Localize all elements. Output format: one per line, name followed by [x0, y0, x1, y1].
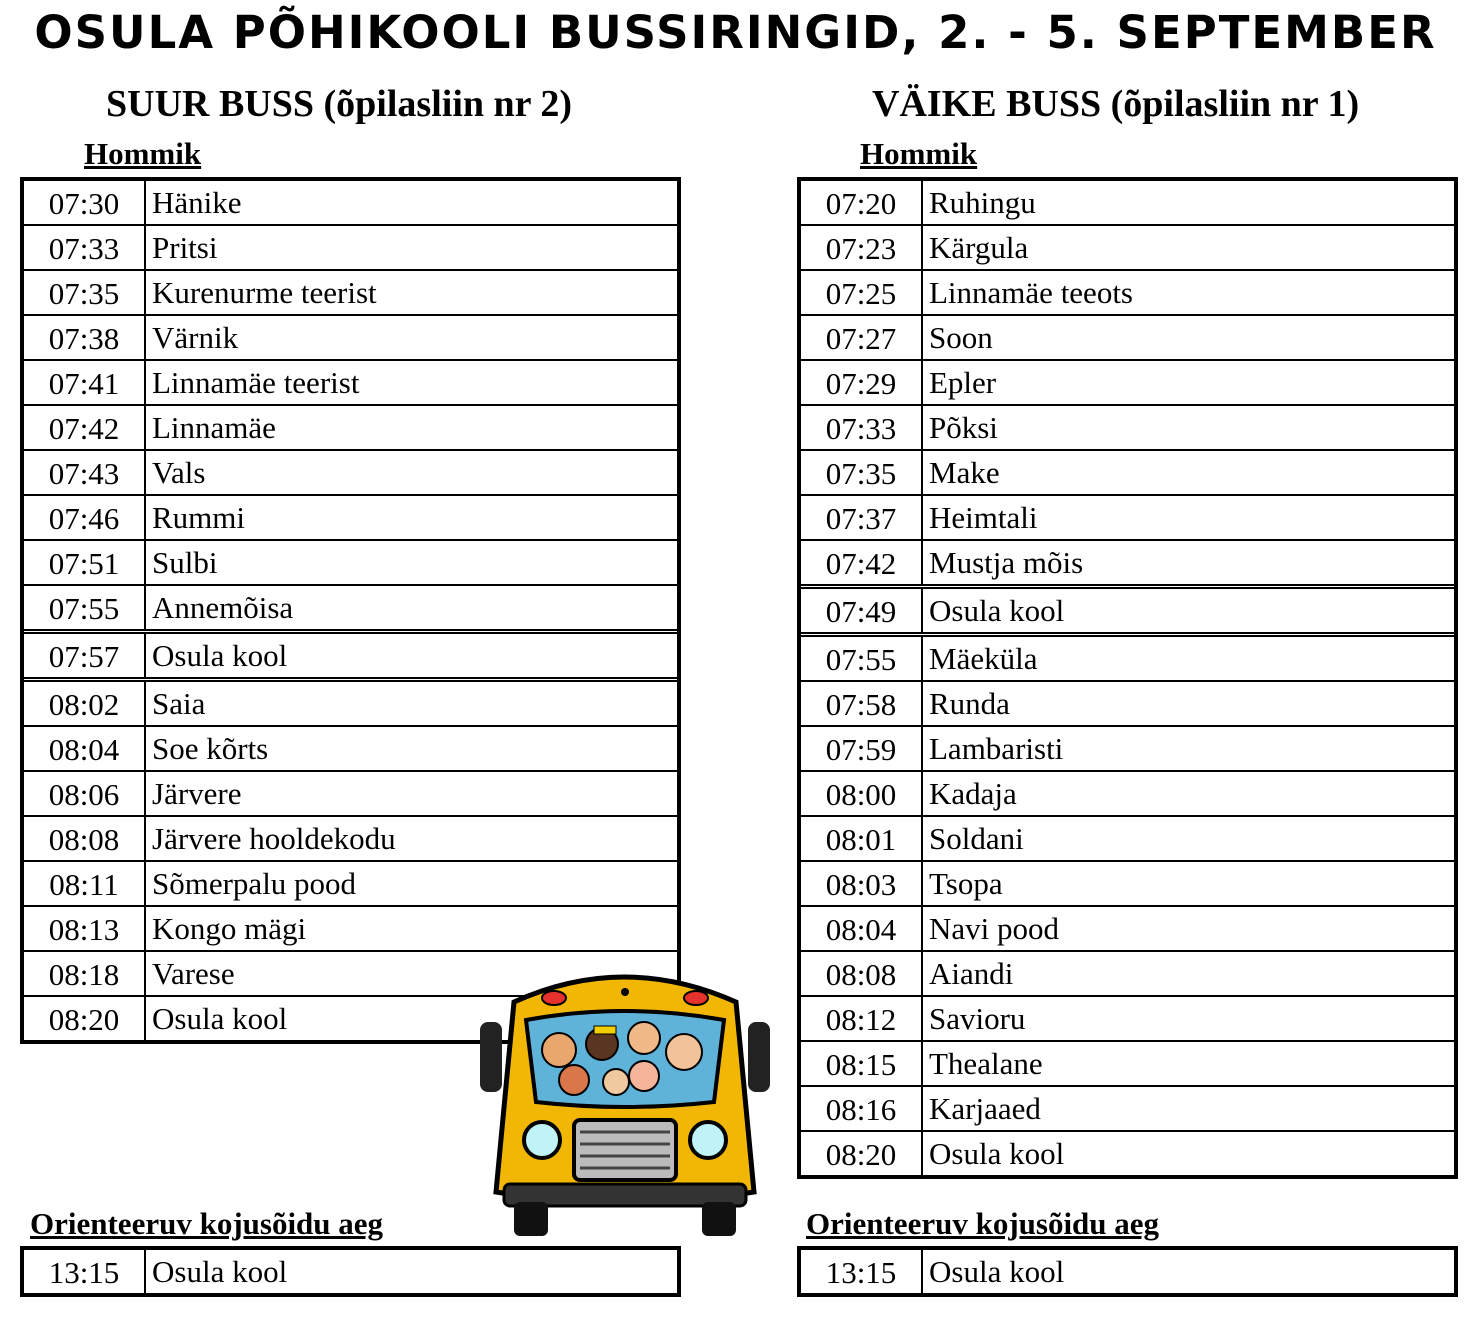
time-cell: 07:23: [801, 226, 923, 269]
time-cell: 08:08: [801, 952, 923, 995]
stop-cell: Runda: [929, 686, 1010, 721]
left-return-label: Orienteeruv kojusõidu aeg: [30, 1206, 384, 1241]
stop-cell: Osula kool: [152, 1001, 288, 1036]
stop-cell: Sulbi: [152, 545, 218, 580]
table-row: [24, 772, 677, 817]
time-cell: 08:04: [24, 727, 146, 770]
time-cell: 08:16: [801, 1087, 923, 1130]
table-row: [24, 361, 677, 406]
stop-cell: Lambaristi: [929, 731, 1064, 766]
stop-cell: Ruhingu: [929, 185, 1036, 220]
table-row: [24, 586, 677, 634]
time-cell: 08:20: [24, 997, 146, 1040]
time-cell: 07:38: [24, 316, 146, 359]
time-cell: 08:12: [801, 997, 923, 1040]
time-cell: 08:03: [801, 862, 923, 905]
stop-cell: Varese: [152, 956, 235, 991]
table-row: [801, 637, 1454, 682]
time-cell: 07:51: [24, 541, 146, 584]
stop-cell: Osula kool: [929, 1254, 1065, 1289]
stop-cell: Aiandi: [929, 956, 1014, 991]
table-row: [801, 727, 1454, 772]
time-cell: 07:29: [801, 361, 923, 404]
stop-cell: Põksi: [929, 410, 998, 445]
time-cell: 07:58: [801, 682, 923, 725]
table-row: [24, 541, 677, 586]
time-cell: 08:04: [801, 907, 923, 950]
time-cell: 07:27: [801, 316, 923, 359]
right-bus-title: VÄIKE BUSS (õpilasliin nr 1): [872, 83, 1360, 125]
table-row: [24, 226, 677, 271]
stop-cell: Kurenurme teerist: [152, 275, 377, 310]
table-row: [24, 907, 677, 952]
bus-icon: [480, 977, 770, 1236]
stop-cell: Osula kool: [152, 1254, 288, 1289]
time-cell: 07:49: [801, 589, 923, 632]
table-row: [801, 316, 1454, 361]
time-cell: 07:43: [24, 451, 146, 494]
table-row: [801, 496, 1454, 541]
time-cell: 07:55: [801, 637, 923, 680]
stop-cell: Heimtali: [929, 500, 1038, 535]
table-row: [24, 181, 677, 226]
stop-cell: Kadaja: [929, 776, 1017, 811]
time-cell: 08:08: [24, 817, 146, 860]
table-row: [801, 772, 1454, 817]
table-row: [801, 1132, 1454, 1175]
table-row: [801, 226, 1454, 271]
stop-cell: Epler: [929, 365, 997, 400]
table-row: [24, 1250, 677, 1293]
time-cell: 08:01: [801, 817, 923, 860]
time-cell: 08:15: [801, 1042, 923, 1085]
time-cell: 07:41: [24, 361, 146, 404]
stop-cell: Kärgula: [929, 230, 1029, 265]
stop-cell: Saia: [152, 686, 206, 721]
stop-cell: Järvere: [152, 776, 242, 811]
right-morning-label: Hommik: [860, 136, 978, 171]
time-cell: 07:33: [24, 226, 146, 269]
table-row: [24, 271, 677, 316]
time-cell: 07:42: [24, 406, 146, 449]
table-row: [801, 406, 1454, 451]
stop-cell: Järvere hooldekodu: [152, 821, 396, 856]
stop-cell: Savioru: [929, 1001, 1026, 1036]
time-cell: 07:55: [24, 586, 146, 629]
table-row: [801, 451, 1454, 496]
stop-cell: Annemõisa: [152, 590, 294, 625]
left-bus-title: SUUR BUSS (õpilasliin nr 2): [106, 83, 572, 125]
table-row: [24, 817, 677, 862]
stop-cell: Soon: [929, 320, 993, 355]
table-row: [801, 862, 1454, 907]
stop-cell: Make: [929, 455, 1000, 490]
time-cell: 13:15: [24, 1250, 146, 1293]
table-row: [24, 451, 677, 496]
time-cell: 07:35: [801, 451, 923, 494]
table-row: [24, 406, 677, 451]
stop-cell: Pritsi: [152, 230, 218, 265]
left-morning-label: Hommik: [84, 136, 202, 171]
school-bus-illustration: [474, 962, 776, 1240]
table-row: [24, 634, 677, 682]
table-row: [24, 316, 677, 361]
table-row: [801, 952, 1454, 997]
time-cell: 08:13: [24, 907, 146, 950]
table-row: [801, 361, 1454, 406]
table-row: [801, 181, 1454, 226]
time-cell: 08:02: [24, 682, 146, 725]
time-cell: 08:20: [801, 1132, 923, 1175]
stop-cell: Linnamäe teerist: [152, 365, 360, 400]
table-row: [801, 271, 1454, 316]
table-row: [801, 1250, 1454, 1293]
time-cell: 07:25: [801, 271, 923, 314]
table-row: [801, 589, 1454, 637]
time-cell: 07:57: [24, 634, 146, 677]
stop-cell: Osula kool: [152, 638, 288, 673]
right-return-label: Orienteeruv kojusõidu aeg: [806, 1206, 1160, 1241]
stop-cell: Osula kool: [929, 593, 1065, 628]
time-cell: 07:20: [801, 181, 923, 224]
table-row: [24, 727, 677, 772]
time-cell: 07:59: [801, 727, 923, 770]
table-row: [801, 1042, 1454, 1087]
stop-cell: Soe kõrts: [152, 731, 269, 766]
table-row: [24, 682, 677, 727]
time-cell: 08:00: [801, 772, 923, 815]
stop-cell: Vals: [152, 455, 206, 490]
time-cell: 07:42: [801, 541, 923, 584]
stop-cell: Linnamäe: [152, 410, 276, 445]
table-row: [801, 997, 1454, 1042]
time-cell: 07:35: [24, 271, 146, 314]
stop-cell: Osula kool: [929, 1136, 1065, 1171]
stop-cell: Kongo mägi: [152, 911, 307, 946]
stop-cell: Karjaaed: [929, 1091, 1041, 1126]
table-row: [24, 496, 677, 541]
stop-cell: Mäeküla: [929, 641, 1038, 676]
stop-cell: Rummi: [152, 500, 246, 535]
right-return-table: [797, 1246, 1458, 1297]
stop-cell: Thealane: [929, 1046, 1043, 1081]
table-row: [801, 682, 1454, 727]
time-cell: 08:11: [24, 862, 146, 905]
table-row: [24, 862, 677, 907]
table-row: [801, 817, 1454, 862]
time-cell: 08:18: [24, 952, 146, 995]
time-cell: 07:46: [24, 496, 146, 539]
left-morning-table: [20, 177, 681, 1044]
stop-cell: Navi pood: [929, 911, 1060, 946]
table-row: [801, 907, 1454, 952]
time-cell: 08:06: [24, 772, 146, 815]
table-row: [801, 1087, 1454, 1132]
stop-cell: Sõmerpalu pood: [152, 866, 357, 901]
stop-cell: Tsopa: [929, 866, 1003, 901]
stop-cell: Soldani: [929, 821, 1024, 856]
stop-cell: Värnik: [152, 320, 239, 355]
time-cell: 07:30: [24, 181, 146, 224]
time-cell: 07:37: [801, 496, 923, 539]
table-row: [801, 541, 1454, 589]
stop-cell: Linnamäe teeots: [929, 275, 1133, 310]
stop-cell: Mustja mõis: [929, 545, 1084, 580]
stop-cell: Hänike: [152, 185, 242, 220]
right-morning-table: [797, 177, 1458, 1179]
time-cell: 07:33: [801, 406, 923, 449]
page-title: OSULA PÕHIKOOLI BUSSIRINGID, 2. - 5. SEPTEMBER: [34, 6, 1437, 59]
time-cell: 13:15: [801, 1250, 923, 1293]
left-return-table: [20, 1246, 681, 1297]
